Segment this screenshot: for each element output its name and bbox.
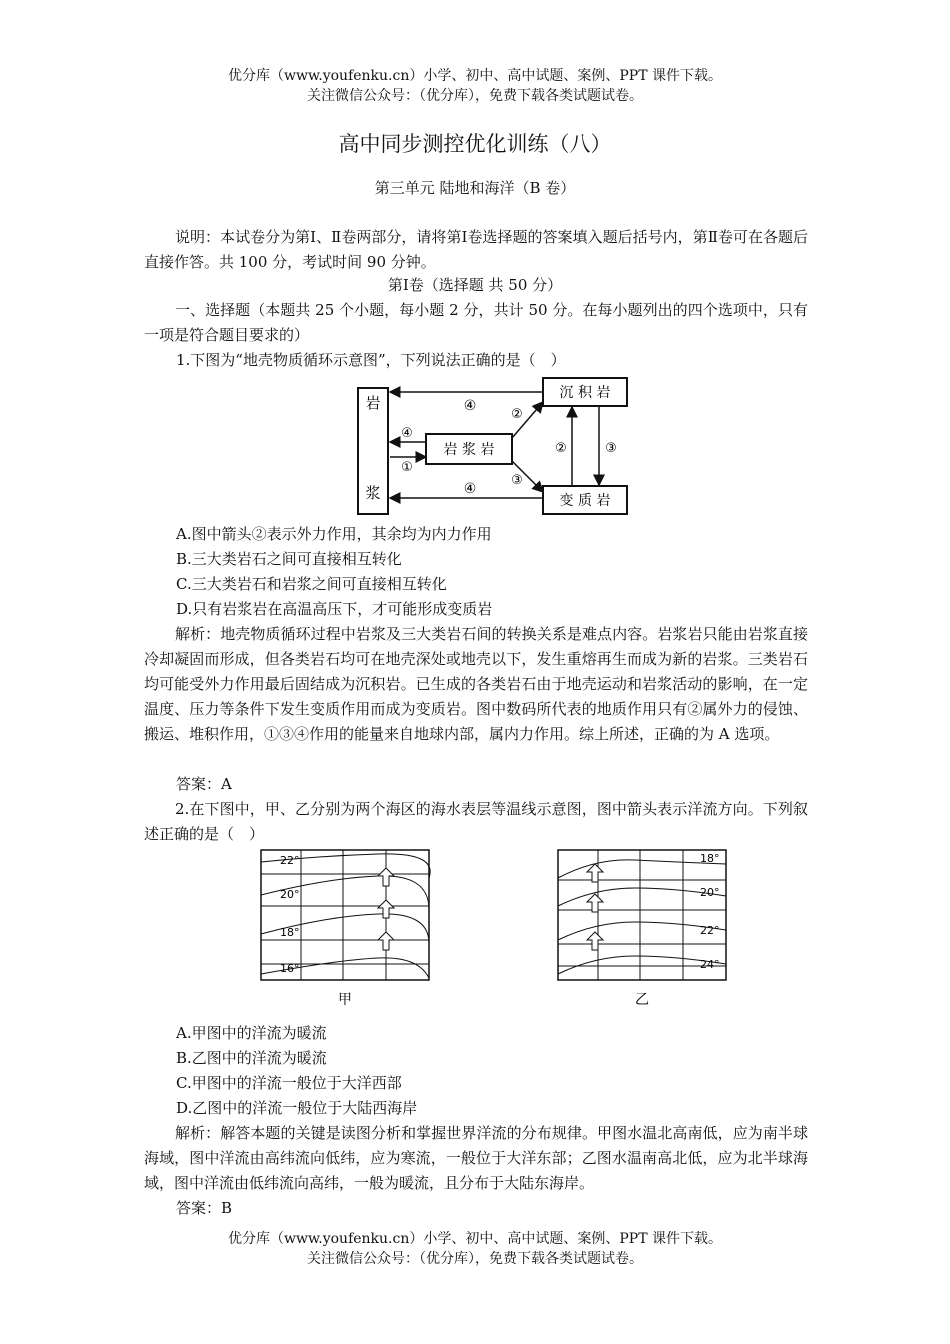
svg-text:20°: 20° (700, 886, 720, 899)
q1-answer: 答案：A (176, 775, 232, 793)
magma-label-top: 岩 (365, 394, 381, 412)
footer-line-2: 关注微信公众号：（优分库），免费下载各类试题试卷。 (307, 1251, 643, 1267)
svg-text:④: ④ (463, 481, 477, 497)
svg-text:③: ③ (511, 473, 523, 488)
page-subtitle: 第三单元 陆地和海洋（B 卷） (374, 179, 576, 197)
page-title: 高中同步测控优化训练（八） (338, 132, 612, 156)
q2-option-d: D.乙图中的洋流一般位于大陆西海岸 (176, 1099, 418, 1117)
header-line-1: 优分库（www.youfenku.cn）小学、初中、高中试题、案例、PPT 课件下载。 (227, 68, 722, 84)
part-heading: 一、选择题（本题共 25 个小题，每小题 2 分，共计 50 分。在每小题列出的四个选项中，只有一项是符合题目要求的） (144, 301, 808, 344)
sedimentary-label: 沉 积 岩 (559, 385, 611, 401)
isotherm-chart-b (555, 848, 730, 1013)
q1-option-d: D.只有岩浆岩在高温高压下，才可能形成变质岩 (176, 600, 493, 618)
svg-text:22°: 22° (280, 854, 300, 867)
igneous-label: 岩 浆 岩 (443, 442, 495, 458)
q2-option-c: C.甲图中的洋流一般位于大洋西部 (176, 1074, 402, 1092)
svg-text:18°: 18° (700, 852, 720, 865)
q1-option-c: C.三大类岩石和岩浆之间可直接相互转化 (176, 575, 447, 593)
chart-a-caption: 甲 (338, 992, 352, 1008)
isotherm-chart-a (258, 848, 433, 1013)
chart-b-caption: 乙 (635, 992, 649, 1008)
svg-text:20°: 20° (280, 888, 300, 901)
q2-stem: 2.在下图中，甲、乙分别为两个海区的海水表层等温线示意图，图中箭头表示洋流方向。下列叙述正确的是（ ） (144, 800, 808, 843)
section-heading: 第Ⅰ卷（选择题 共 50 分） (387, 276, 563, 294)
svg-text:16°: 16° (280, 962, 300, 975)
q2-answer: 答案：B (176, 1199, 233, 1217)
q1-option-a: A.图中箭头②表示外力作用，其余均为内力作用 (176, 525, 492, 543)
q2-option-b: B.乙图中的洋流为暖流 (176, 1049, 327, 1067)
q2-option-a: A.甲图中的洋流为暖流 (176, 1024, 327, 1042)
svg-text:①: ① (401, 460, 413, 475)
svg-text:24°: 24° (700, 958, 720, 971)
rock-cycle-diagram (350, 374, 640, 520)
svg-text:②: ② (555, 441, 567, 456)
q1-option-b: B.三大类岩石之间可直接相互转化 (176, 550, 402, 568)
magma-label-bottom: 浆 (365, 484, 381, 502)
q2-analysis: 解析：解答本题的关键是读图分析和掌握世界洋流的分布规律。甲图水温北高南低，应为南半球海域，图中洋流由高纬流向低纬，应为寒流，一般位于大洋东部；乙图水温南高北低，应为北半球海域，图中洋流由低纬流向高纬，一般为暖流，且分布于大陆东海岸。 (144, 1124, 808, 1192)
svg-text:②: ② (511, 407, 523, 422)
instructions: 说明：本试卷分为第Ⅰ、Ⅱ卷两部分，请将第Ⅰ卷选择题的答案填入题后括号内，第Ⅱ卷可在各题后直接作答。共 100 分，考试时间 90 分钟。 (144, 228, 808, 271)
svg-text:③: ③ (605, 441, 617, 456)
footer-line-1: 优分库（www.youfenku.cn）小学、初中、高中试题、案例、PPT 课件下载。 (227, 1231, 722, 1247)
q1-analysis: 解析：地壳物质循环过程中岩浆及三大类岩石间的转换关系是难点内容。岩浆岩只能由岩浆直接冷却凝固而形成，但各类岩石均可在地壳深处或地壳以下，发生重熔再生而成为新的岩浆。三类岩石均可能受外力作用最后固结成为沉积岩。已生成的各类岩石由于地壳运动和岩浆活动的影响，在一定温度、压力等条件下发生变质作用而成为变质岩。图中数码所代表的地质作用只有②属外力的侵蚀、搬运、堆积作用，①③④作用的能量来自地球内部，属内力作用。综上所述，正确的为 A 选项。 (144, 625, 808, 743)
header-line-2: 关注微信公众号：（优分库），免费下载各类试题试卷。 (307, 88, 643, 104)
svg-text:④: ④ (401, 426, 413, 441)
svg-text:④: ④ (463, 398, 477, 414)
svg-text:18°: 18° (280, 926, 300, 939)
q1-stem: 1.下图为“地壳物质循环示意图”，下列说法正确的是（ ） (176, 351, 566, 369)
svg-text:22°: 22° (700, 924, 720, 937)
metamorphic-label: 变 质 岩 (559, 493, 611, 509)
